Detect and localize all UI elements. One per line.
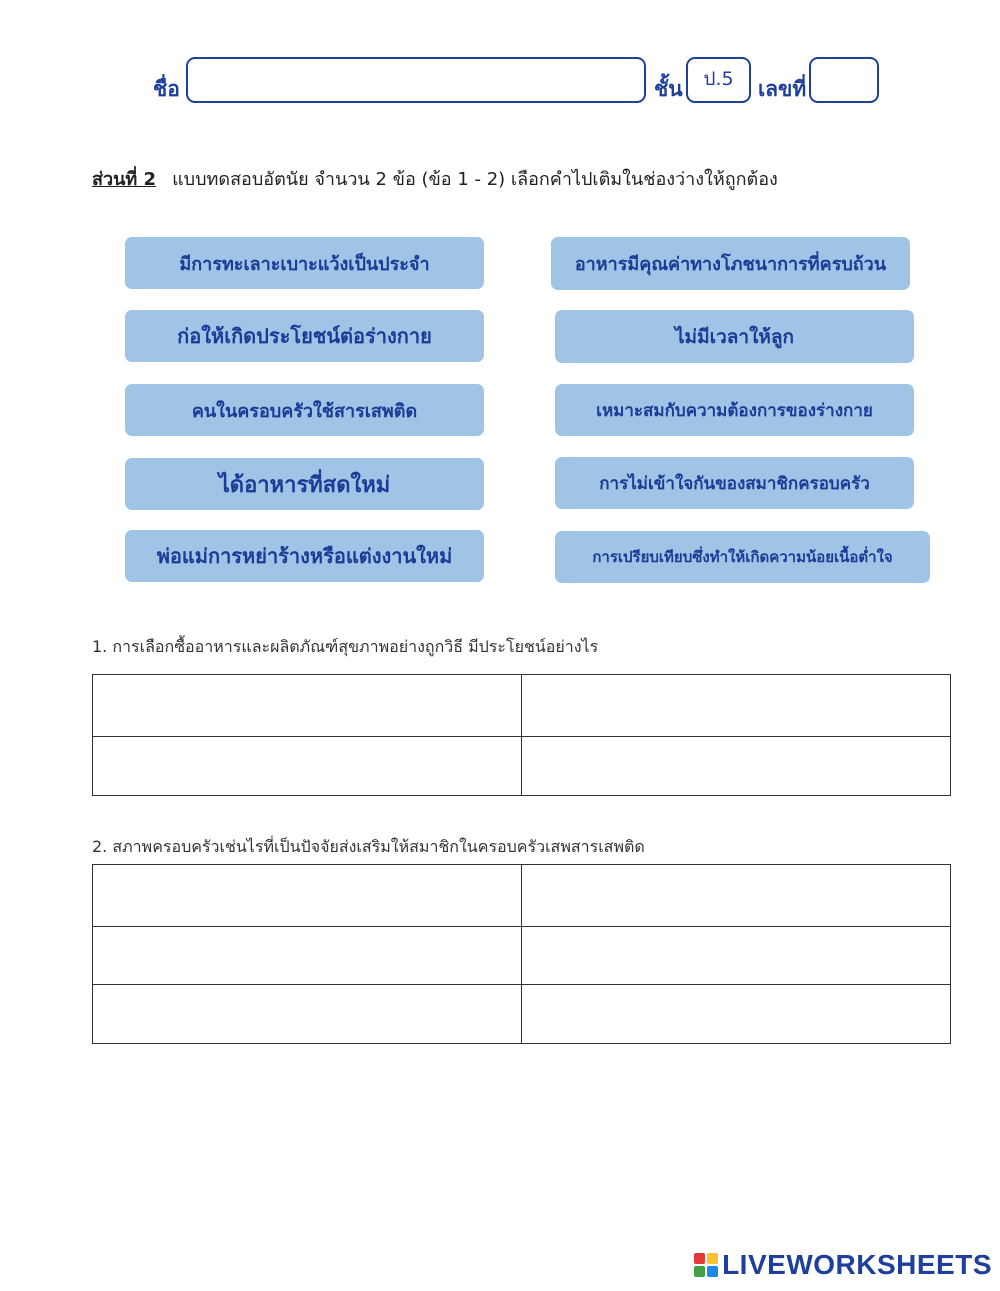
question-2-text: 2. สภาพครอบครัวเช่นไรที่เป็นปัจจัยส่งเสริมให้สมาชิกในครอบครัวเสพสารเสพติด — [92, 837, 645, 856]
name-label: ชื่อ — [153, 77, 180, 101]
answer-cell[interactable] — [93, 985, 522, 1044]
question-1-answer-table — [92, 674, 951, 796]
grade-value: ป.5 — [703, 68, 734, 90]
logo-text: LIVEWORKSHEETS — [722, 1249, 992, 1280]
option-chip-right-4[interactable]: การไม่เข้าใจกันของสมาชิกครอบครัว — [555, 457, 914, 509]
answer-2-5-input[interactable] — [93, 1005, 521, 1024]
grade-input[interactable] — [686, 57, 751, 103]
answer-2-1-input[interactable] — [93, 886, 521, 905]
answer-cell[interactable] — [522, 927, 951, 985]
option-chip-right-2[interactable]: ไม่มีเวลาให้ลูก — [555, 310, 914, 363]
option-chip-right-3[interactable]: เหมาะสมกับความต้องการของร่างกาย — [555, 384, 914, 436]
logo-block-i — [707, 1253, 718, 1264]
option-chip-left-5[interactable]: พ่อแม่การหย่าร้างหรือแต่งงานใหม่ — [125, 530, 484, 582]
grade-label: ชั้น — [654, 77, 683, 101]
answer-1-2-input[interactable] — [522, 696, 950, 715]
question-1-text: 1. การเลือกซื้ออาหารและผลิตภัณฑ์สุขภาพอย่างถูกวิธี มีประโยชน์อย่างไร — [92, 637, 599, 656]
logo-block-e — [707, 1266, 718, 1277]
option-chip-right-5[interactable]: การเปรียบเทียบซึ่งทำให้เกิดความน้อยเนื้อต่ำใจ — [555, 531, 930, 583]
option-chip-left-2[interactable]: ก่อให้เกิดประโยชน์ต่อร่างกาย — [125, 310, 484, 362]
answer-1-3-input[interactable] — [93, 757, 521, 776]
option-chip-left-3[interactable]: คนในครอบครัวใช้สารเสพติด — [125, 384, 484, 436]
liveworksheets-logo — [694, 1249, 992, 1281]
section-instruction: แบบทดสอบอัตนัย จำนวน 2 ข้อ (ข้อ 1 - 2) เลือกคำไปเติมในช่องว่างให้ถูกต้อง — [172, 169, 778, 190]
option-chip-left-1[interactable]: มีการทะเลาะเบาะแว้งเป็นประจำ — [125, 237, 484, 289]
answer-cell[interactable] — [93, 675, 522, 737]
answer-cell[interactable] — [522, 985, 951, 1044]
answer-cell[interactable] — [93, 865, 522, 927]
option-chip-left-4[interactable]: ได้อาหารที่สดใหม่ — [125, 458, 484, 510]
logo-block-v — [694, 1266, 705, 1277]
number-input[interactable] — [809, 57, 879, 103]
answer-2-3-input[interactable] — [93, 946, 521, 965]
answer-cell[interactable] — [93, 927, 522, 985]
answer-2-6-input[interactable] — [522, 1005, 950, 1024]
answer-cell[interactable] — [522, 675, 951, 737]
answer-2-4-input[interactable] — [522, 946, 950, 965]
number-label: เลขที่ — [758, 77, 807, 101]
answer-2-2-input[interactable] — [522, 886, 950, 905]
answer-cell[interactable] — [522, 865, 951, 927]
answer-1-1-input[interactable] — [93, 696, 521, 715]
section-number: ส่วนที่ 2 — [92, 169, 157, 190]
answer-1-4-input[interactable] — [522, 757, 950, 776]
option-chip-right-1[interactable]: อาหารมีคุณค่าทางโภชนาการที่ครบถ้วน — [551, 237, 910, 290]
answer-cell[interactable] — [93, 737, 522, 796]
answer-cell[interactable] — [522, 737, 951, 796]
section-title — [92, 164, 778, 193]
logo-blocks-icon — [694, 1253, 718, 1277]
question-2-answer-table — [92, 864, 951, 1044]
logo-block-l — [694, 1253, 705, 1264]
name-input[interactable] — [186, 57, 646, 103]
